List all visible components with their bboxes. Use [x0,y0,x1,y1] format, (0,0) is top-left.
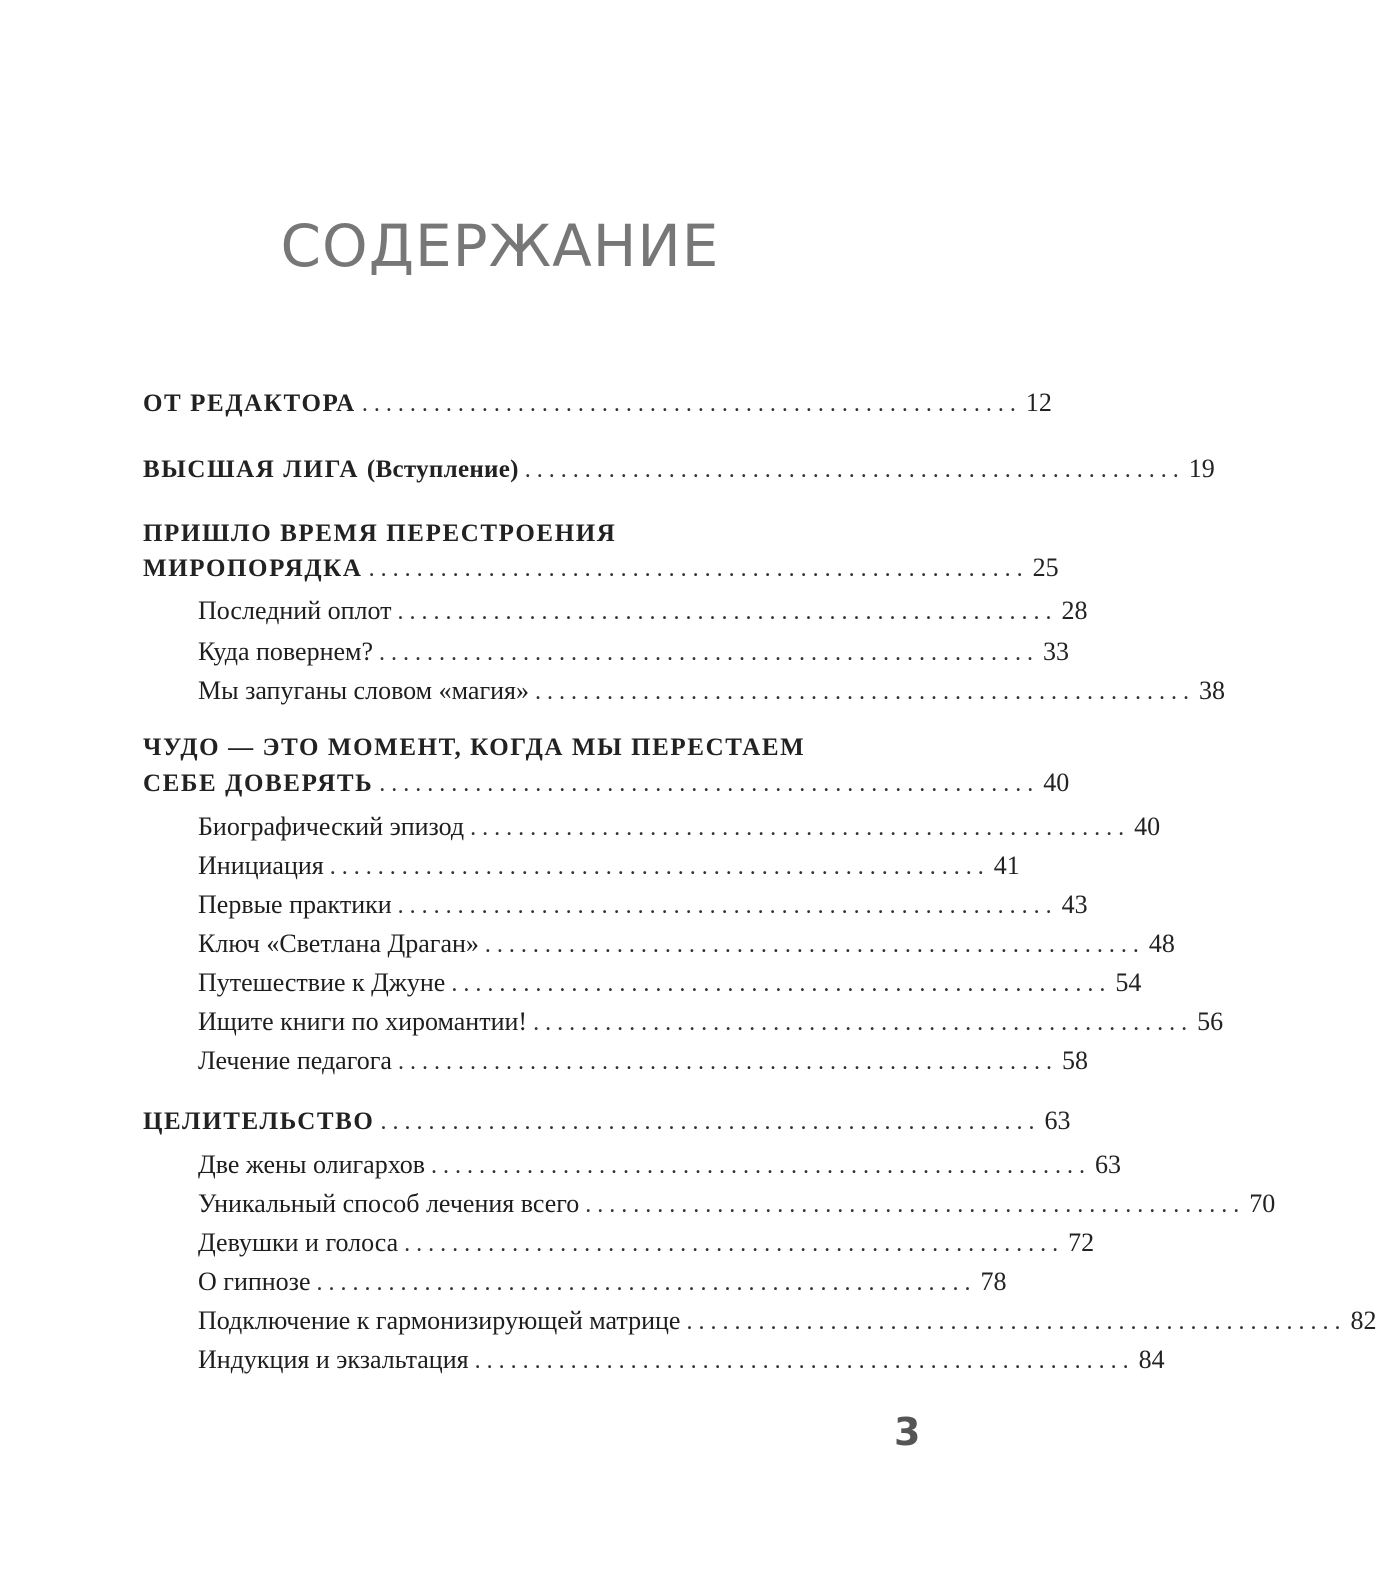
leader-dots: ....................................................... [585,1192,1246,1218]
leader-dots: ....................................................... [533,1010,1194,1036]
leader-dots: ....................................................... [368,556,1029,582]
leader-dots: ....................................................... [379,771,1040,797]
leader-dots: ....................................................... [470,815,1131,841]
leader-dots: ....................................................... [451,971,1112,997]
toc-entry-page: 25 [1032,553,1059,582]
leader-dots: ....................................................... [397,1049,1058,1075]
leader-dots: ....................................................... [397,599,1058,625]
toc-entry-title: Путешествие к Джуне [198,968,446,997]
toc-entry-title-note: (Вступление) [366,456,519,483]
toc-entry-page: 63 [1094,1150,1121,1179]
toc-entry-page: 63 [1044,1106,1071,1135]
toc-entry-title [143,456,519,484]
toc-entry-title-line2: СЕБЕ ДОВЕРЯТЬ [143,770,374,797]
toc-entry-page: 78 [980,1267,1007,1296]
toc-entry-title: Биографический эпизод [198,812,465,841]
leader-dots: ....................................................... [329,854,990,880]
toc-entry-title: Ключ «Светлана Драган» [198,929,479,958]
toc-entry-title: Подключение к гармонизирующей матрице [198,1306,681,1335]
toc-entry-title-line1: ПРИШЛО ВРЕМЯ ПЕРЕСТРОЕНИЯ [143,520,617,547]
toc-entry-title: Девушки и голоса [198,1228,399,1257]
toc-entry-page: 43 [1061,890,1088,919]
toc-entry-page: 82 [1350,1306,1376,1335]
leader-dots: ....................................................... [524,457,1185,483]
toc-entry-title: Инициация [198,851,324,880]
toc-entry-page: 12 [1025,388,1052,417]
toc-entry-title-main: ВЫСШАЯ ЛИГА [143,456,360,483]
toc-entry-page: 19 [1188,454,1215,483]
toc-entry-page: 54 [1115,968,1142,997]
toc-entry-title: Ищите книги по хиромантии! [198,1007,528,1036]
toc-entry-title: Индукция и экзальтация [198,1345,469,1374]
toc-entry-page: 70 [1249,1189,1276,1218]
toc-entry-page: 58 [1061,1046,1088,1075]
toc-entry-title: ОТ РЕДАКТОРА [143,390,356,417]
toc-entry-title: Куда повернем? [198,637,374,666]
toc-entry-title: О гипнозе [198,1267,311,1296]
leader-dots: ....................................................... [380,1109,1041,1135]
toc-entry-page: 38 [1198,676,1225,705]
toc-entry-title: Мы запуганы словом «магия» [198,676,529,705]
toc-entry-page: 41 [993,851,1020,880]
leader-dots: ....................................................... [484,932,1145,958]
toc-entry-title: Лечение педагога [198,1046,392,1075]
leader-dots: ....................................................... [430,1153,1091,1179]
toc-entry-page: 28 [1061,596,1088,625]
toc-entry-page: 33 [1043,637,1070,666]
leader-dots: ....................................................... [404,1231,1065,1257]
leader-dots: ....................................................... [379,640,1040,666]
leader-dots: ....................................................... [361,391,1022,417]
toc-entry-title-line1: ЧУДО — ЭТО МОМЕНТ, КОГДА МЫ ПЕРЕСТАЕМ [143,734,806,761]
page-number: 3 [894,1410,921,1454]
leader-dots: ....................................................... [316,1270,977,1296]
toc-entry-page: 48 [1148,929,1175,958]
toc-entry-title: Уникальный способ лечения всего [198,1189,580,1218]
toc-entry-title: Первые практики [198,890,392,919]
toc-entry-title: ЦЕЛИТЕЛЬСТВО [143,1108,375,1135]
leader-dots: ....................................................... [397,893,1058,919]
toc-entry-page: 40 [1134,812,1161,841]
toc-entry-page: 72 [1068,1228,1095,1257]
toc-entry-title: Последний оплот [198,596,392,625]
toc-entry-title-line2: МИРОПОРЯДКА [143,555,363,582]
leader-dots: ....................................................... [534,679,1195,705]
page-title: СОДЕРЖАНИЕ [280,212,720,280]
leader-dots: ....................................................... [474,1348,1135,1374]
leader-dots: ....................................................... [686,1309,1347,1335]
toc-entry-title: Две жены олигархов [198,1150,425,1179]
toc-entry-page: 84 [1138,1345,1165,1374]
toc-entry-page: 56 [1197,1007,1224,1036]
toc-entry-page: 40 [1043,768,1070,797]
